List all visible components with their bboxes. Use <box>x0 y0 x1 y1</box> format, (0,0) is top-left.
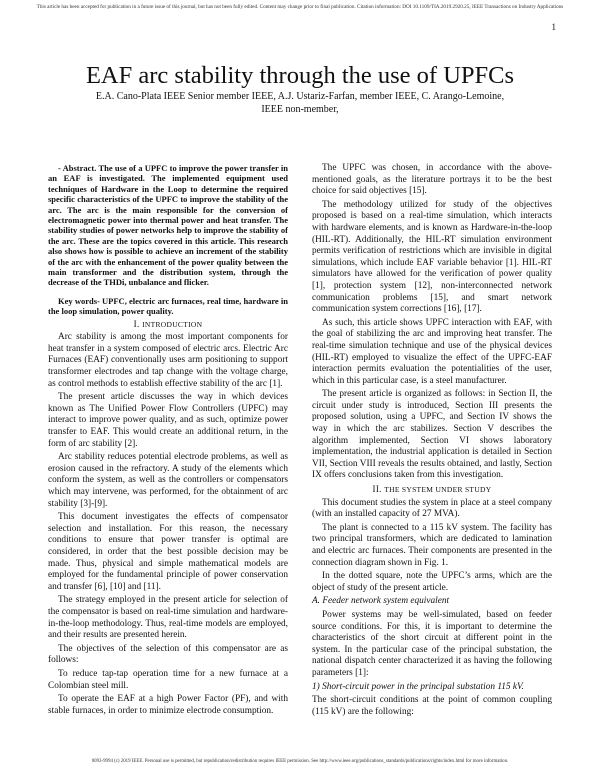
body-paragraph: In the dotted square, note the UPFC’s arms, which are the object of study of the present article. <box>312 571 552 593</box>
body-paragraph: The UPFC was chosen, in accordance with the above-mentioned goals, as the literature portrays it to be the best choice for said objectives [15]. <box>312 163 552 197</box>
keywords: Key words- UPFC, electric arc furnaces, real time, hardware in the loop simulation, power quality. <box>48 295 288 317</box>
body-paragraph: The plant is connected to a 115 kV system. The facility has two principal transformers, which are dedicated to lamination and electric arc furnaces. Their components are presented in the connection diagram shown in Fig. 1. <box>312 522 552 568</box>
body-paragraph: This document studies the system in place at a steel company (with an installed capacity of 27 MVA). <box>312 497 552 520</box>
section-number: I. <box>133 318 140 329</box>
section-number: II. <box>372 484 382 495</box>
section-heading-system <box>312 484 552 496</box>
intro-paragraph: Arc stability is among the most important components for heat transfer in a system composed of electric arcs. Electric Arc Furnaces (EAF) conventionally uses arm positioning to support transformer electrodes and tap change with the voltage charge, as control methods to establish effective stability of the arc [1]. <box>48 332 288 389</box>
intro-paragraph: The objectives of the selection of this compensator are as follows: <box>48 643 288 666</box>
section-title: THE SYSTEM UNDER STUDY <box>384 485 492 495</box>
body-paragraph: Power systems may be well-simulated, based on feeder source conditions. For this, it is important to determine the characteristics of the short circuit at different point in the system. In the particular case of the principal substation, the national dispatch center characterized it as having the following parameters [1]: <box>312 609 552 678</box>
body-paragraph: The present article is organized as follows: in Section II, the circuit under study is introduced, Section III presents the proposed solution, using a UPFC, and Section IV shows the way in which the arc stabilizes. Section V describes the algorithm implemented, Section VI shows laboratory implementation, the industrial application is detailed in Section VII, Section VIII reveals the results obtained, and lastly, Section IX offers conclusions taken from this investigation. <box>312 389 552 481</box>
subsection-heading: A. Feeder network system equivalent <box>312 596 450 607</box>
intro-paragraph: To operate the EAF at a high Power Factor (PF), and with stable furnaces, in order to minimize electrode consumption. <box>48 694 288 716</box>
author-list: E.A. Cano-Plata IEEE Senior member IEEE, A.J. Ustariz-Farfan, member IEEE, C. Arango-Lemoine, IEEE non-member, <box>95 91 505 115</box>
intro-paragraph: Arc stability reduces potential electrode problems, as well as erosion caused in the refractory. A study of the elements which conform the system, as well as the controllers or compensators which may intervene, was performed, for the obtainment of arc stability [3]-[9]. <box>48 452 288 509</box>
intro-paragraph: The strategy employed in the present article for selection of the compensator is based on real-time simulation and hardware-in-the-loop methodology. Thus, real-time models are employed, and their results are presented herein. <box>48 595 288 641</box>
page-number: 1 <box>551 22 556 32</box>
section-heading-introduction <box>48 319 288 331</box>
section-title: INTRODUCTION <box>142 319 203 329</box>
left-column <box>48 163 288 719</box>
body-paragraph: The short-circuit conditions at the point of common coupling (115 kV) are the following: <box>312 695 552 717</box>
intro-paragraph: The present article discusses the way in which devices known as The Unified Power Flow Controllers (UPFC) may interact to improve power quality, and as such, optimize power transfer to EAF. This would create an additional return, in the form of arc stability [2]. <box>48 392 288 449</box>
subsubsection-heading: 1) Short-circuit power in the principal substation 115 kV. <box>312 681 524 692</box>
copyright-footer: 0093-9994 (c) 2019 IEEE. Personal use is permitted, but republication/redistribution requires IEEE permission. See http://www.ieee.org/publications_standards/publications/rights/index.html for more information. <box>91 759 509 764</box>
abstract: - Abstract. The use of a UPFC to improve the power transfer in an EAF is investigated. The implemented equipment used techniques of Hardware in the Loop to determine the required specific characteristics of the UPFC to improve the stability of the arc. The arc is the main responsible for the conversion of electromagnetic power into thermal power and heat transfer. The stability studies of power networks help to improve the stability of the arc. These are the topics covered in this article. This research also shows how is possible to achieve an increment of the stability of the arc with the enhancement of the power quality between the main transformer and the distribution system, through the decrease of the THDi, unbalance and flicker. <box>48 163 288 288</box>
journal-banner: This article has been accepted for publication in a future issue of this journal, but has not been fully edited. Content may change prior to final publication. Citation information: DOI 10.1109/TIA.2019.2920.25, IEEE Transactions on Industry Applications <box>36 4 564 10</box>
intro-paragraph: To reduce tap-tap operation time for a new furnace at a Colombian steel mill. <box>48 668 288 691</box>
paper-title: EAF arc stability through the use of UPFCs <box>85 62 515 89</box>
intro-paragraph: This document investigates the effects of compensator selection and installation. For this reason, the necessary conditions to ensure that power transfer is optimal are considered, in order that the best possible decision may be made. Thus, physical and simple mathematical models are employed for the fundamental principle of power conservation and transfer [6], [10] and [11]. <box>48 512 288 592</box>
body-paragraph: As such, this article shows UPFC interaction with EAF, with the goal of stabilizing the arc and improving heat transfer. The real-time simulation technique and use of the physical devices (HIL-RT) employed to visualize the effect of the UPFC-EAF interaction permits evaluation the potentialities of the user, which in this particular case, is a steel manufacturer. <box>312 317 552 386</box>
right-column <box>312 163 552 720</box>
body-paragraph: The methodology utilized for study of the objectives proposed is based on a real-time simulation, which interacts with hardware elements, and is known as Hardware-in-the-loop (HIL-RT). Additionally, the HIL-RT simulation environment permits verification of restrictions which are invisible in digital simulations, which include EAF variable behavior [1]. HIL-RT simulators have allowed for the verification of power quality [1], protection system [12], non-interconnected network communication problems [15], and smart network communication system corrections [16], [17]. <box>312 199 552 315</box>
